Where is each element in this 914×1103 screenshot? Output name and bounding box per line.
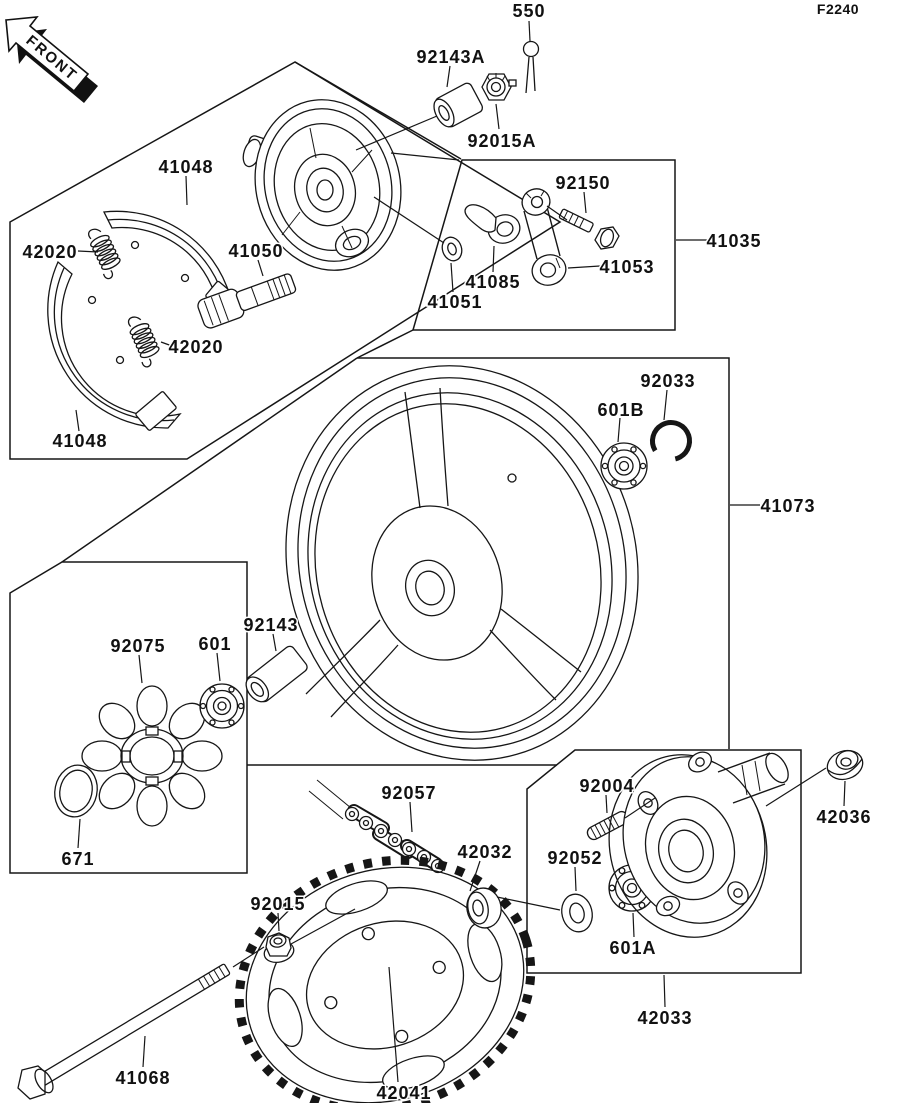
part-label-41048-upper: 41048 [158, 157, 214, 177]
torque-link-41053 [518, 185, 569, 290]
front-arrow [6, 17, 98, 103]
brake-shoe-lower [48, 262, 180, 431]
part-label-41068: 41068 [115, 1068, 171, 1088]
washer-41051 [439, 235, 464, 264]
cam-lever-41085 [465, 205, 524, 247]
part-label-601A: 601A [609, 938, 657, 958]
connector-diagonal-upper [357, 330, 413, 358]
part-label-41073: 41073 [760, 496, 816, 516]
part-label-92052: 92052 [547, 848, 603, 868]
rear-wheel-41073 [240, 324, 684, 803]
part-label-42020-upper: 42020 [22, 242, 78, 262]
part-label-42033: 42033 [637, 1008, 693, 1028]
part-label-41053: 41053 [599, 257, 655, 277]
roller-42032 [464, 885, 504, 930]
part-label-41035: 41035 [706, 231, 762, 251]
part-label-601: 601 [198, 634, 232, 654]
collar-92143A [429, 81, 484, 130]
part-label-671: 671 [61, 849, 95, 869]
part-label-41085: 41085 [465, 272, 521, 292]
sleeve-92143 [241, 644, 309, 706]
part-label-92033: 92033 [640, 371, 696, 391]
part-label-42020-lower: 42020 [168, 337, 224, 357]
circlip-92033 [646, 416, 697, 467]
part-label-601B: 601B [597, 400, 645, 420]
part-label-42036: 42036 [816, 807, 872, 827]
cap-42036 [824, 746, 867, 784]
part-label-92004: 92004 [579, 776, 635, 796]
part-label-92143A: 92143A [416, 47, 486, 67]
part-label-92015A: 92015A [467, 131, 537, 151]
fiche-code: F2240 [816, 1, 860, 17]
part-label-41051: 41051 [427, 292, 483, 312]
sprocket-42041 [207, 823, 564, 1103]
part-label-92015: 92015 [250, 894, 306, 914]
part-label-92075: 92075 [110, 636, 166, 656]
part-label-92143: 92143 [243, 615, 299, 635]
front-arrow-label: FRONT [22, 32, 81, 85]
part-label-41048-lower: 41048 [52, 431, 108, 451]
castle-nut-92015A [482, 73, 516, 100]
cotter-pin-550 [524, 42, 539, 94]
part-label-92150: 92150 [555, 173, 611, 193]
part-label-42041: 42041 [376, 1083, 432, 1103]
part-label-92057: 92057 [381, 783, 437, 803]
bearing-601B [601, 443, 647, 489]
washer-92052 [558, 891, 596, 935]
bearing-601 [200, 684, 244, 728]
connector-diagonal-lower [62, 358, 357, 562]
part-label-41050: 41050 [228, 241, 284, 261]
bolt-92150 [559, 209, 619, 249]
part-label-550: 550 [512, 1, 546, 21]
part-label-42032: 42032 [457, 842, 513, 862]
wheel-box-41073 [357, 358, 729, 749]
brake-spring-lower [124, 312, 164, 368]
coupling-hub-42033 [590, 738, 793, 954]
